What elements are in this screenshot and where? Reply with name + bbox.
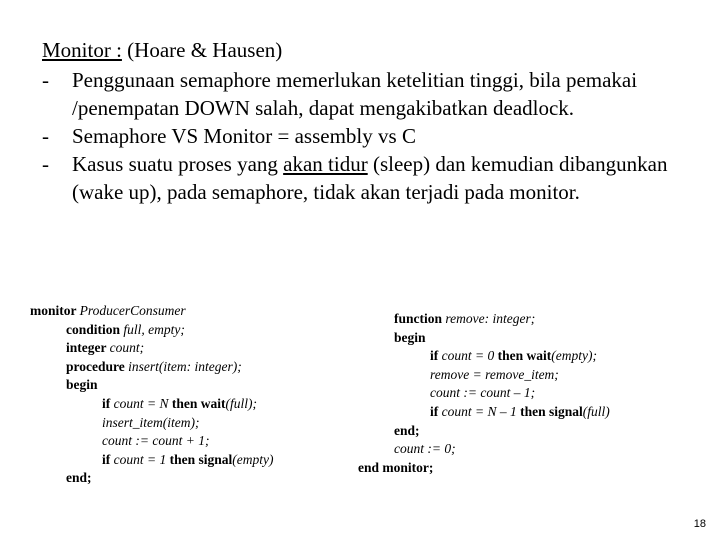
code-line xyxy=(30,302,274,321)
bullet-text: Penggunaan semaphore memerlukan ketelitian tinggi, bila pemakai /penempatan DOWN salah, dapat mengakibatkan deadlock. xyxy=(72,68,638,120)
code-token: count = 1 xyxy=(113,451,170,467)
code-keyword: function xyxy=(394,311,446,326)
code-token: insert_item(item); xyxy=(102,414,200,430)
code-token: count := count + 1; xyxy=(102,433,210,449)
bullet-dash: - xyxy=(42,68,49,92)
code-token: count := count – 1; xyxy=(430,385,536,401)
bullet-text: (sleep) dan kemudian dibangunkan (wake up), pada semaphore, tidak akan terjadi pada monitor. xyxy=(72,152,668,204)
code-keyword: monitor xyxy=(30,303,80,318)
code-token: full, empty; xyxy=(123,321,185,337)
code-keyword: then wait xyxy=(171,395,226,411)
code-line xyxy=(358,422,610,441)
bullet-item xyxy=(42,150,682,206)
code-line xyxy=(358,310,610,329)
bullet-text: akan tidur xyxy=(283,152,368,176)
code-keyword: if xyxy=(430,348,442,364)
code-token: count = N xyxy=(113,395,172,411)
code-token: (full) xyxy=(582,403,610,419)
bullet-item xyxy=(42,66,682,122)
code-line xyxy=(30,432,274,451)
code-line xyxy=(30,414,274,433)
code-keyword: begin xyxy=(394,329,426,345)
code-line xyxy=(30,339,274,358)
slide-title xyxy=(42,36,282,64)
bullet-text: Semaphore VS Monitor = assembly vs C xyxy=(72,124,416,148)
code-line xyxy=(358,329,610,348)
slide-title-rest: (Hoare & Hausen) xyxy=(121,38,283,62)
bullet-item xyxy=(42,122,682,150)
code-line xyxy=(30,321,274,340)
code-line xyxy=(358,366,610,385)
code-line xyxy=(358,440,610,459)
code-token: count := 0; xyxy=(394,441,456,457)
code-keyword: procedure xyxy=(66,358,129,374)
code-keyword: if xyxy=(102,451,114,467)
bullet-text: Kasus suatu proses yang xyxy=(72,152,284,176)
bullet-dash: - xyxy=(42,152,49,176)
code-line xyxy=(30,395,274,414)
code-block-remove-function xyxy=(358,310,610,477)
page-number: 18 xyxy=(693,518,706,530)
code-line xyxy=(358,384,610,403)
code-token: (empty) xyxy=(232,451,274,467)
code-line xyxy=(30,358,274,377)
code-line xyxy=(30,376,274,395)
code-keyword: if xyxy=(430,403,442,419)
code-token: remove: integer; xyxy=(445,311,536,326)
code-keyword: integer xyxy=(66,340,110,356)
code-token: count = N – 1 xyxy=(441,403,521,419)
code-keyword: end monitor; xyxy=(358,459,434,475)
code-keyword: end; xyxy=(66,470,92,486)
code-token: count; xyxy=(109,340,145,356)
code-line xyxy=(358,403,610,422)
code-token: (full); xyxy=(225,395,257,411)
code-token: insert(item: integer); xyxy=(128,358,242,374)
code-keyword: then signal xyxy=(169,451,233,467)
code-token: count = 0 xyxy=(441,348,498,364)
code-token: (empty); xyxy=(551,348,597,364)
code-line xyxy=(30,451,274,470)
code-keyword: then signal xyxy=(520,403,583,419)
code-keyword: end; xyxy=(394,422,420,438)
code-token: ProducerConsumer xyxy=(79,303,186,318)
code-line xyxy=(30,469,274,488)
bullet-list xyxy=(42,66,682,206)
code-line xyxy=(358,347,610,366)
code-line xyxy=(358,459,610,478)
code-keyword: if xyxy=(102,395,114,411)
code-keyword: condition xyxy=(66,321,124,337)
bullet-dash: - xyxy=(42,124,49,148)
slide-title-label: Monitor : xyxy=(42,38,122,62)
code-block-producer-consumer xyxy=(30,302,274,488)
code-keyword: begin xyxy=(66,377,98,393)
code-token: remove = remove_item; xyxy=(430,366,559,382)
code-keyword: then wait xyxy=(497,348,552,364)
